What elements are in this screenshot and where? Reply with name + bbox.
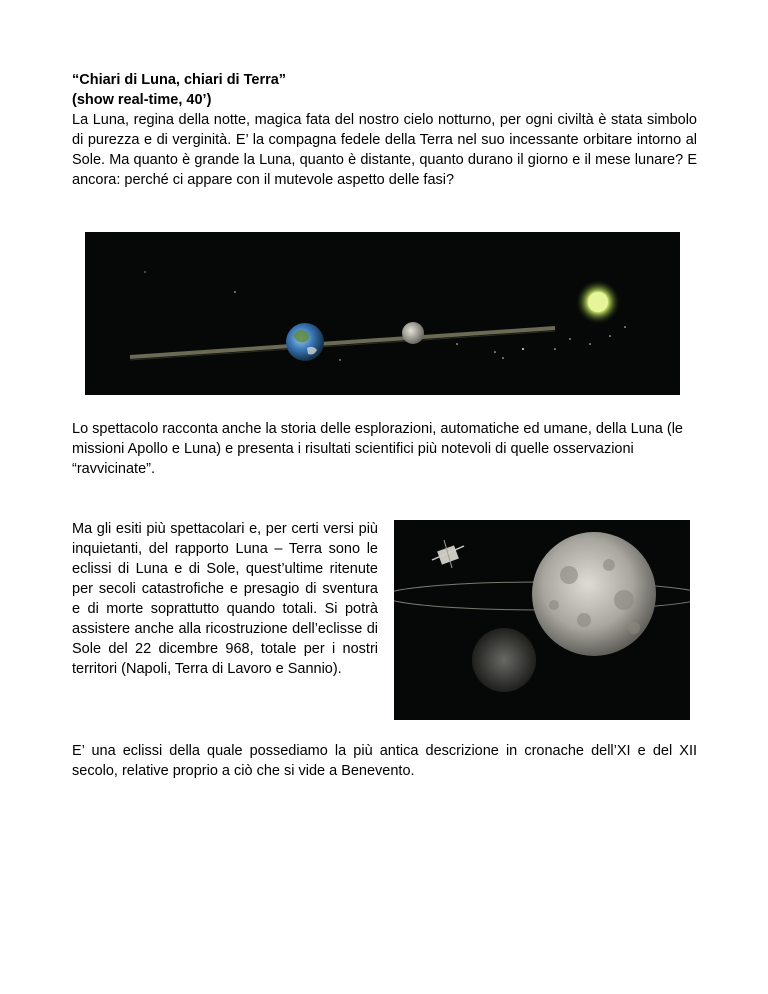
chronicle-paragraph-block [72, 741, 697, 781]
moon-probe-image [394, 520, 690, 720]
header [72, 70, 697, 190]
document-title: “Chiari di Luna, chiari di Terra” [72, 72, 287, 88]
earth-moon-sun-image [85, 232, 680, 395]
exploration-paragraph-block [72, 419, 692, 479]
document-subtitle: (show real-time, 40’) [72, 92, 212, 108]
eclipse-paragraph: Ma gli esiti più spettacolari e, per certi versi più inquietanti, del rapporto Luna – Terra sono le eclissi di Luna e di Sole, quest’ultime ritenute per secoli catastrofiche e presagio di sventura e di morte soprattutto quando totali. Si potrà assistere anche alla ricostruzione dell’eclisse di Sole del 22 dicembre 968, totale per i nostri territori (Napoli, Terra di Lavoro e Sannio). [72, 521, 378, 677]
chronicle-paragraph: E’ una eclissi della quale possediamo la più antica descrizione in cronache dell’XI e del XII secolo, relative proprio a ciò che si vide a Benevento. [72, 743, 697, 779]
exploration-paragraph: Lo spettacolo racconta anche la storia delle esplorazioni, automatiche ed umane, della Luna (le missioni Apollo e Luna) e presenta i risultati scientifici più notevoli di quelle osservazioni “ravvicinate”. [72, 421, 683, 477]
dim-moon-shape [472, 628, 536, 692]
earth-moon-sun-illustration [85, 232, 680, 395]
intro-paragraph: La Luna, regina della notte, magica fata del nostro cielo notturno, per ogni civiltà è stata simbolo di purezza e di verginità. E’ la compagna fedele della Terra nel suo incessante orbitare intorno al Sole. Ma quanto è grande la Luna, quanto è distante, quanto durano il giorno e il mese lunare? E ancora: perché ci appare con il mutevole aspetto delle fasi? [72, 112, 697, 188]
eclipse-paragraph-block [72, 519, 378, 679]
large-moon-shape [532, 532, 656, 656]
moon-probe-illustration [394, 520, 690, 720]
moon-shape [402, 322, 424, 344]
